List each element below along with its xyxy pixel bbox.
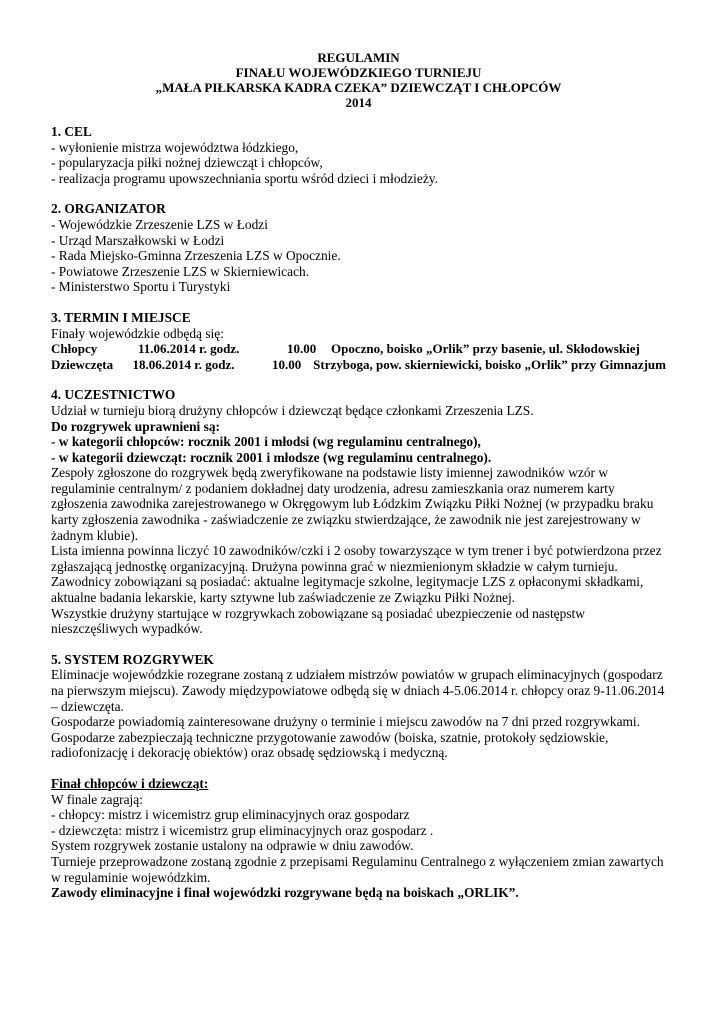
- eligibility-heading: Do rozgrywek uprawnieni są:: [51, 418, 220, 434]
- paragraph-line: nieszczęśliwych wypadków.: [51, 621, 203, 637]
- schedule-date: 11.06.2014 r. godz.: [138, 341, 240, 357]
- eligibility-girls: - w kategorii dziewcząt: rocznik 2001 i młodsze (wg regulaminu centralnego).: [51, 449, 492, 465]
- section-cel: [51, 124, 666, 186]
- list-item: - Powiatowe Zrzeszenie LZS w Skierniewicach.: [51, 263, 310, 279]
- section-organizator: [51, 201, 666, 295]
- paragraph-line: System rozgrywek zostanie ustalony na odprawie w dniu zawodów.: [51, 838, 414, 854]
- schedule-time: 10.00: [287, 341, 317, 357]
- termin-intro: Finały wojewódzkie odbędą się:: [51, 325, 224, 341]
- list-item: - realizacja programu upowszechniania sportu wśród dzieci i młodzieży.: [51, 170, 438, 186]
- paragraph-line: – dziewczęta.: [51, 698, 124, 714]
- paragraph-line: w regulaminie wojewódzkim.: [51, 869, 211, 885]
- section-termin: [51, 310, 666, 372]
- paragraph-line: Zespoły zgłoszone do rozgrywek będą zweryfikowane na podstawie listy imiennej zawodników wzór w: [51, 465, 609, 481]
- schedule-row-boys: [51, 341, 666, 357]
- paragraph-line: Eliminacje wojewódzkie rozegrane zostaną z udziałem mistrzów powiatów w grupach eliminacyjnych (gospodarz: [51, 667, 663, 683]
- paragraph-line: żadnym klubie).: [51, 527, 139, 543]
- schedule-category: Dziewczęta: [51, 356, 114, 372]
- paragraph-line: aktualne badania lekarskie, karty sztywne lub zaświadczenie ze Związku Piłki Nożnej.: [51, 590, 516, 606]
- paragraph-line: W finale zagrają:: [51, 791, 143, 807]
- closing-statement: Zawody eliminacyjne i finał wojewódzki rozgrywane będą na boiskach „ORLIK”.: [51, 885, 519, 901]
- document-header: [51, 50, 666, 110]
- schedule-place: Opoczno, boisko „Orlik” przy basenie, ul. Skłodowskiej: [331, 341, 640, 357]
- schedule-category: Chłopcy: [51, 341, 98, 357]
- paragraph-line: radiofonizację i dekorację obiektów) oraz obsadę sędziowską i medyczną.: [51, 745, 448, 761]
- header-subtitle: FINAŁU WOJEWÓDZKIEGO TURNIEJU: [235, 65, 482, 80]
- document-body: [51, 50, 666, 901]
- paragraph-line: - dziewczęta: mistrz i wicemistrz grup eliminacyjnych oraz gospodarz .: [51, 822, 434, 838]
- section-heading: 1. CEL: [51, 124, 92, 139]
- paragraph-line: Zawodnicy zobowiązani są posiadać: aktualne legitymacje szkolne, legitymacje LZS z opłaconymi składkami,: [51, 574, 644, 590]
- section-heading: Finał chłopców i dziewcząt:: [51, 775, 209, 791]
- section-heading: 2. ORGANIZATOR: [51, 201, 166, 217]
- paragraph-line: zgłoszenia zawodnika zarejestrowanego w Okręgowym lub Łódzkim Związku Piłki Nożnej (w przypadku braku: [51, 496, 654, 512]
- paragraph-line: regulaminie centralnym/ z podaniem dokładnej daty urodzenia, adresu zamieszkania oraz numerem karty: [51, 480, 615, 496]
- schedule-row-girls: [51, 357, 666, 373]
- header-tournament-name: „MAŁA PIŁKARSKA KADRA CZEKA” DZIEWCZĄT I CHŁOPCÓW: [155, 80, 562, 95]
- header-title: REGULAMIN: [317, 50, 400, 65]
- list-item: - Ministerstwo Sportu i Turystyki: [51, 279, 231, 295]
- paragraph-line: Wszystkie drużyny startujące w rozgrywkach zobowiązane są posiadać ubezpieczenie od następstw: [51, 605, 585, 621]
- paragraph-line: - chłopcy: mistrz i wicemistrz grup eliminacyjnych oraz gospodarz: [51, 807, 410, 823]
- list-item: - Wojewódzkie Zrzeszenie LZS w Łodzi: [51, 216, 268, 232]
- eligibility-boys: - w kategorii chłopców: rocznik 2001 i młodsi (wg regulaminu centralnego),: [51, 434, 481, 450]
- header-year: 2014: [345, 95, 372, 110]
- paragraph-line: Turnieje przeprowadzone zostaną zgodnie z przepisami Regulaminu Centralnego z wyłączeniem zmian zawartych: [51, 853, 664, 869]
- list-item: - popularyzacja piłki nożnej dziewcząt i chłopców,: [51, 155, 323, 171]
- section-heading: 4. UCZESTNICTWO: [51, 387, 176, 403]
- paragraph-line: zgłaszającą jednostkę organizacyjną. Drużyna powinna grać w niezmienionym składzie w całym turnieju.: [51, 558, 618, 574]
- section-heading: 5. SYSTEM ROZGRYWEK: [51, 651, 214, 667]
- section-uczestnictwo: [51, 387, 666, 637]
- paragraph-line: na pierwszym miejscu). Zawody międzypowiatowe odbędą się w dniach 4-5.06.2014 r. chłopcy oraz 9-11.06.2014: [51, 683, 665, 698]
- paragraph-line: karty zgłoszenia zawodnika - zaświadczenie ze związku stwierdzające, że zawodnik nie jest zarejestrowany w: [51, 512, 641, 528]
- list-item: - Rada Miejsko-Gminna Zrzeszenia LZS w Opocznie.: [51, 248, 341, 264]
- paragraph-line: Gospodarze powiadomią zainteresowane drużyny o terminie i miejscu zawodów na 7 dni przed rozgrywkami.: [51, 714, 640, 730]
- schedule-place: Strzyboga, pow. skierniewicki, boisko „Orlik” przy Gimnazjum: [313, 356, 666, 372]
- schedule-date: 18.06.2014 r. godz.: [132, 356, 235, 372]
- paragraph-line: Udział w turnieju biorą drużyny chłopców i dziewcząt będące członkami Zrzeszenia LZS.: [51, 402, 534, 418]
- section-heading: 3. TERMIN I MIEJSCE: [51, 309, 191, 325]
- list-item: - Urząd Marszałkowski w Łodzi: [51, 232, 225, 248]
- section-system: [51, 652, 666, 761]
- paragraph-line: Lista imienna powinna liczyć 10 zawodników/czki i 2 osoby towarzyszące w tym trener i być potwierdzona przez: [51, 543, 662, 559]
- section-final: [51, 776, 666, 901]
- schedule-time: 10.00: [271, 356, 302, 372]
- paragraph-line: Gospodarze zabezpieczają techniczne przygotowanie zawodów (boiska, szatnie, protokoły sędziowskie,: [51, 729, 609, 745]
- list-item: - wyłonienie mistrza województwa łódzkiego,: [51, 139, 299, 155]
